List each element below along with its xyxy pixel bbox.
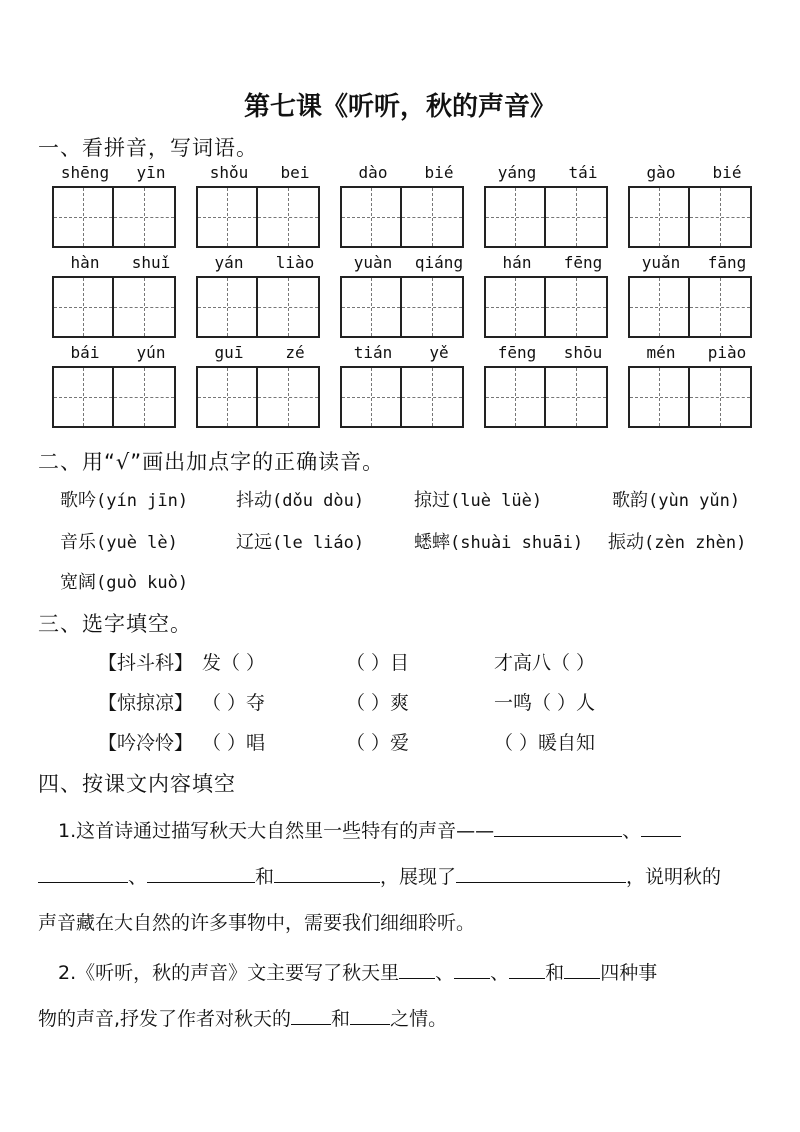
fill-line (58, 816, 768, 843)
writing-cell[interactable] (402, 186, 464, 248)
pinyin-syllable: fāng (707, 253, 747, 272)
word-box (340, 340, 472, 430)
fill-text: 1.这首诗通过描写秋天大自然里一些特有的声音—— (58, 820, 495, 842)
pinyin-syllable: liào (275, 253, 315, 272)
writing-cell[interactable] (546, 186, 608, 248)
section-3-heading: 三、选字填空。 (38, 612, 192, 636)
writing-cell[interactable] (546, 366, 608, 428)
writing-cell[interactable] (546, 276, 608, 338)
pinyin-syllable: fēng (497, 343, 537, 362)
pinyin-syllable: mén (646, 343, 676, 362)
pinyin-syllable: tián (353, 343, 393, 362)
word-box (484, 250, 616, 340)
reading-word: 宽阔 (60, 572, 96, 593)
choice-group: 【吟冷怜】 (98, 732, 194, 754)
writing-cell[interactable] (690, 276, 752, 338)
pinyin-syllable: gào (646, 163, 676, 182)
writing-cell[interactable] (258, 186, 320, 248)
answer-blank[interactable] (564, 960, 600, 979)
reading-options[interactable]: (shuài shuāi) (450, 533, 584, 553)
fill-line (58, 958, 768, 985)
reading-item (414, 528, 583, 554)
pinyin-syllable: qiáng (414, 253, 464, 272)
answer-blank[interactable] (274, 864, 380, 883)
word-box (484, 340, 616, 430)
writing-cell[interactable] (114, 366, 176, 428)
reading-item (60, 486, 188, 512)
choice-blank[interactable]: （ ）夺 (202, 692, 266, 714)
answer-blank[interactable] (641, 818, 681, 837)
pinyin-syllable: shuǐ (131, 253, 171, 272)
fill-text: 声音藏在大自然的许多事物中，需要我们细细聆听。 (38, 912, 476, 934)
writing-cell[interactable] (52, 276, 114, 338)
answer-blank[interactable] (399, 960, 435, 979)
reading-item (414, 486, 542, 512)
pinyin-syllable: yě (429, 343, 449, 362)
fill-and: 和 (255, 866, 275, 888)
pinyin-syllable: guī (214, 343, 244, 362)
fill-sep: 、 (622, 820, 642, 842)
pinyin-syllable: yuǎn (641, 253, 681, 272)
pinyin-syllable: fēng (563, 253, 603, 272)
writing-cell[interactable] (402, 366, 464, 428)
word-box (628, 250, 760, 340)
choose-row (98, 728, 778, 758)
choice-blank[interactable]: 一鸣（ ）人 (494, 692, 596, 714)
writing-cell[interactable] (690, 186, 752, 248)
pinyin-syllable: hàn (70, 253, 100, 272)
word-box (340, 250, 472, 340)
reading-options[interactable]: (guò kuò) (96, 573, 189, 593)
answer-blank[interactable] (509, 960, 545, 979)
reading-options[interactable]: (yuè lè) (96, 533, 178, 553)
fill-text: ，展现了 (380, 866, 457, 888)
choice-blank[interactable]: 发（ ） (202, 652, 266, 674)
choice-blank[interactable]: （ ）爱 (346, 732, 410, 754)
choose-row (98, 688, 778, 718)
writing-cell[interactable] (196, 186, 258, 248)
reading-item (236, 528, 364, 554)
pinyin-syllable: yáng (497, 163, 537, 182)
writing-cell[interactable] (484, 186, 546, 248)
answer-blank[interactable] (494, 818, 622, 837)
fill-sep: 、 (435, 962, 455, 984)
writing-cell[interactable] (628, 276, 690, 338)
reading-row (60, 568, 780, 598)
word-box (340, 160, 472, 250)
reading-word: 振动 (608, 532, 644, 553)
reading-options[interactable]: (yùn yǔn) (648, 491, 741, 511)
reading-word: 音乐 (60, 532, 96, 553)
pinyin-syllable: shōu (563, 343, 603, 362)
word-box (484, 160, 616, 250)
reading-item (612, 486, 740, 512)
fill-text: 2.《听听，秋的声音》文主要写了秋天里 (58, 962, 400, 984)
reading-word: 辽远 (236, 532, 272, 553)
pinyin-syllable: dào (358, 163, 388, 182)
writing-cell[interactable] (114, 276, 176, 338)
writing-cell[interactable] (114, 186, 176, 248)
reading-options[interactable]: (zèn zhèn) (644, 533, 747, 553)
answer-blank[interactable] (454, 960, 490, 979)
pinyin-syllable: yún (136, 343, 166, 362)
choice-group: 【抖斗科】 (98, 652, 194, 674)
answer-blank[interactable] (38, 864, 128, 883)
pinyin-grid (52, 160, 772, 430)
choose-row (98, 648, 778, 678)
writing-cell[interactable] (258, 276, 320, 338)
writing-cell[interactable] (402, 276, 464, 338)
pinyin-syllable: bei (280, 163, 310, 182)
writing-cell[interactable] (340, 366, 402, 428)
word-box (196, 250, 328, 340)
pinyin-row (52, 250, 772, 340)
reading-options[interactable]: (dǒu dòu) (272, 491, 365, 511)
reading-options[interactable]: (le liáo) (272, 533, 365, 553)
reading-word: 抖动 (236, 490, 272, 511)
pinyin-syllable: yán (214, 253, 244, 272)
choice-blank[interactable]: （ ）目 (346, 652, 410, 674)
choice-blank[interactable]: 才高八（ ） (494, 652, 596, 674)
word-box (628, 160, 760, 250)
fill-sep: 、 (128, 866, 148, 888)
word-box (52, 160, 184, 250)
reading-word: 歌吟 (60, 490, 96, 511)
fill-text: 物的声音,抒发了作者对秋天的 (38, 1008, 292, 1030)
reading-row (60, 528, 780, 558)
fill-line (38, 862, 768, 889)
pinyin-syllable: shēng (60, 163, 110, 182)
choice-blank[interactable]: （ ）爽 (346, 692, 410, 714)
pinyin-syllable: bái (70, 343, 100, 362)
writing-cell[interactable] (52, 186, 114, 248)
writing-cell[interactable] (52, 366, 114, 428)
reading-item (60, 568, 188, 594)
reading-item (60, 528, 178, 554)
page-title: 第七课《听听，秋的声音》 (243, 92, 556, 122)
writing-cell[interactable] (340, 186, 402, 248)
pinyin-syllable: piào (707, 343, 747, 362)
pinyin-row (52, 160, 772, 250)
choice-group: 【惊掠凉】 (98, 692, 194, 714)
fill-sep: 、 (490, 962, 510, 984)
writing-cell[interactable] (484, 276, 546, 338)
reading-options[interactable]: (luè lüè) (450, 491, 543, 511)
writing-cell[interactable] (628, 366, 690, 428)
fill-line (38, 1004, 768, 1031)
writing-cell[interactable] (690, 366, 752, 428)
pinyin-row (52, 340, 772, 430)
reading-word: 蟋蟀 (414, 532, 450, 553)
fill-text: 之情。 (390, 1008, 448, 1030)
answer-blank[interactable] (456, 864, 626, 883)
reading-item (608, 528, 746, 554)
word-box (196, 160, 328, 250)
pinyin-syllable: yīn (136, 163, 166, 182)
word-box (52, 340, 184, 430)
section-1-heading: 一、看拼音，写词语。 (38, 136, 258, 160)
fill-and: 和 (545, 962, 565, 984)
word-box (52, 250, 184, 340)
writing-cell[interactable] (196, 276, 258, 338)
fill-text: 四种事 (600, 962, 658, 984)
writing-cell[interactable] (484, 366, 546, 428)
answer-blank[interactable] (350, 1006, 390, 1025)
pinyin-syllable: zé (285, 343, 305, 362)
reading-item (236, 486, 364, 512)
pinyin-syllable: tái (568, 163, 598, 182)
answer-blank[interactable] (291, 1006, 331, 1025)
fill-text: ，说明秋的 (626, 866, 722, 888)
fill-and: 和 (331, 1008, 351, 1030)
pinyin-syllable: shǒu (209, 163, 249, 182)
reading-word: 掠过 (414, 490, 450, 511)
answer-blank[interactable] (147, 864, 255, 883)
writing-cell[interactable] (340, 276, 402, 338)
reading-word: 歌韵 (612, 490, 648, 511)
pinyin-syllable: hán (502, 253, 532, 272)
pinyin-syllable: bié (424, 163, 454, 182)
fill-line (38, 908, 768, 935)
reading-options[interactable]: (yín jīn) (96, 491, 189, 511)
choice-blank[interactable]: （ ）唱 (202, 732, 266, 754)
reading-row (60, 486, 780, 516)
section-2-heading: 二、用“√”画出加点字的正确读音。 (38, 450, 385, 474)
pinyin-syllable: yuàn (353, 253, 393, 272)
writing-cell[interactable] (196, 366, 258, 428)
word-box (196, 340, 328, 430)
word-box (628, 340, 760, 430)
choice-blank[interactable]: （ ）暖自知 (494, 732, 596, 754)
writing-cell[interactable] (628, 186, 690, 248)
section-4-heading: 四、按课文内容填空 (38, 772, 236, 796)
writing-cell[interactable] (258, 366, 320, 428)
pinyin-syllable: bié (712, 163, 742, 182)
